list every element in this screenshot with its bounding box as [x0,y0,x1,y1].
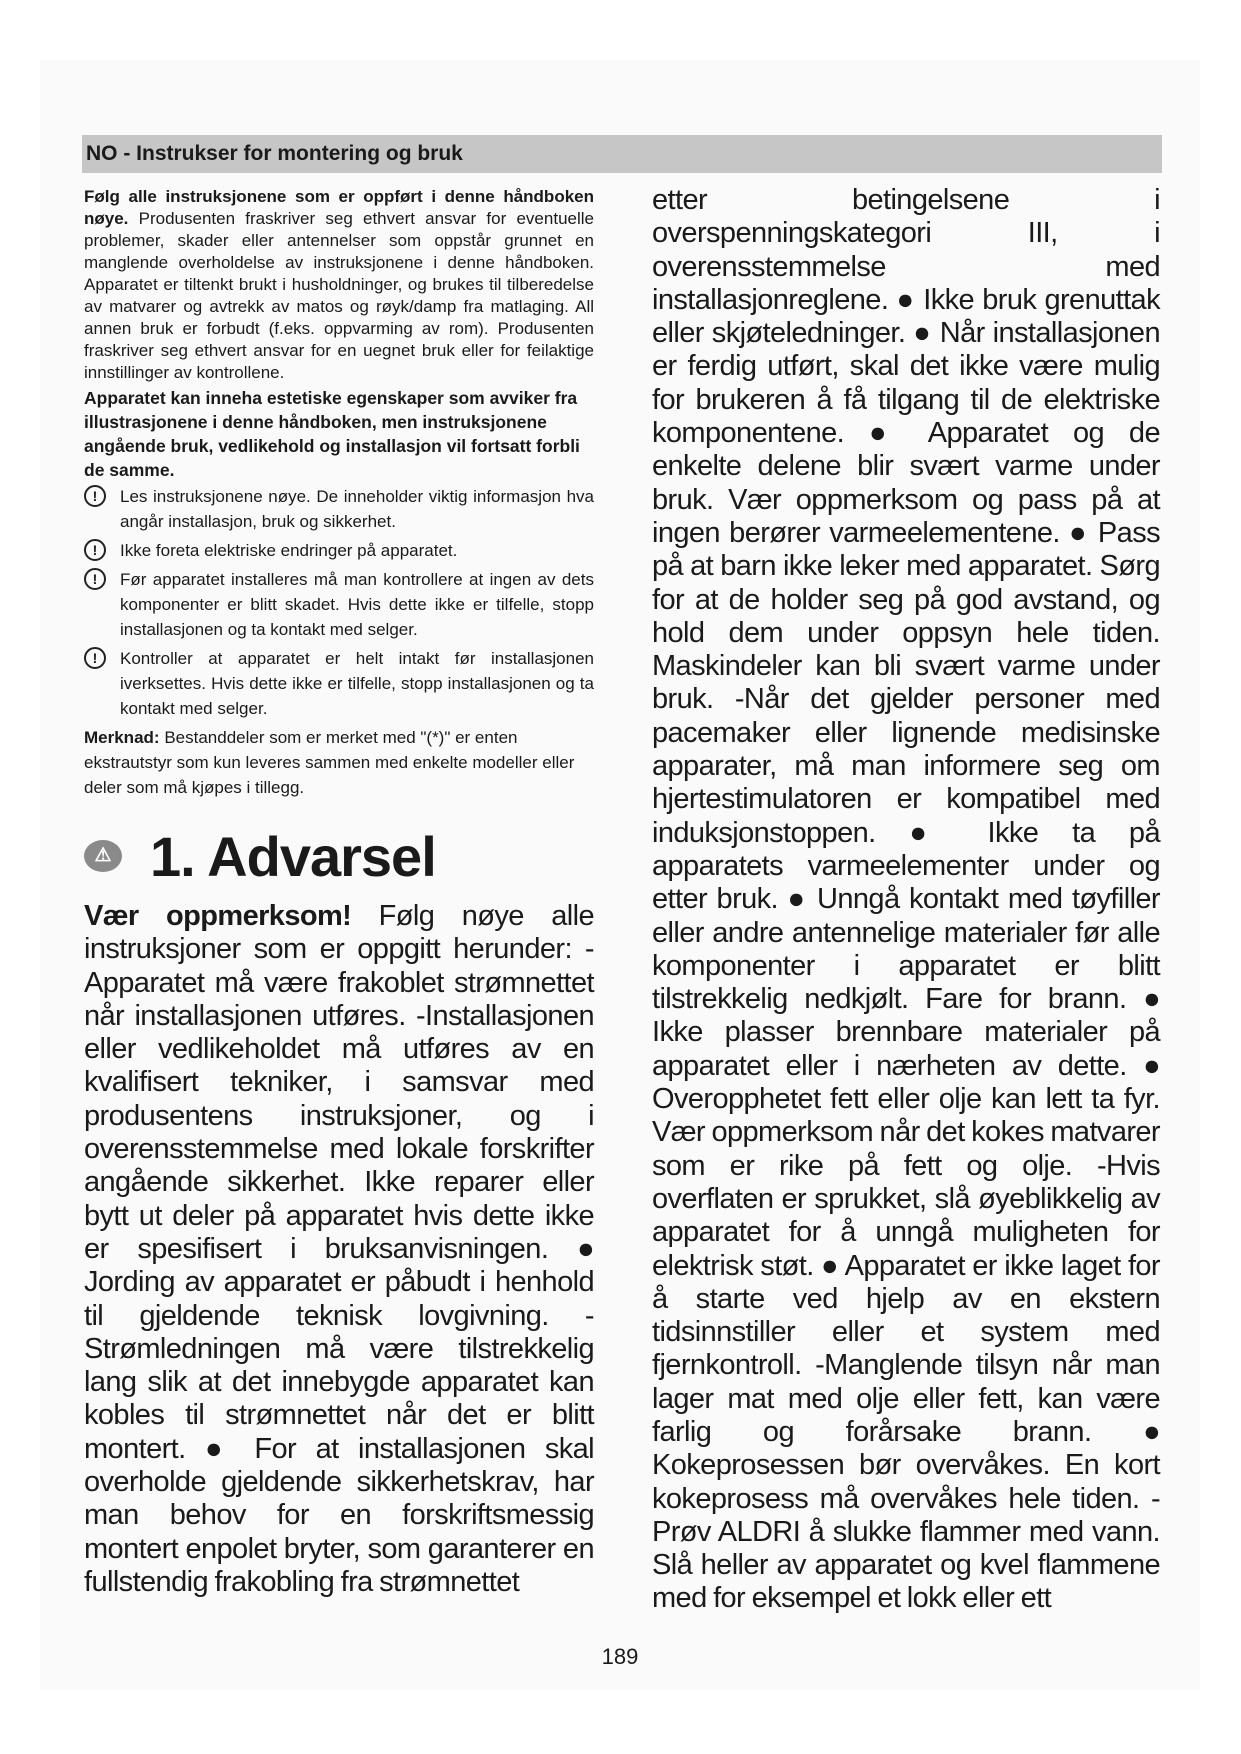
warning-bold-lead: Vær oppmerksom! [84,900,352,932]
intro-text: Produsenten fraskriver seg ethvert ansvar for eventuelle problemer, skader eller antennelser som oppstår grunnet en manglende overholdelse av instruksjonene i denne håndboken. Apparatet er tiltenkt brukt i husholdninger, og brukes til tilberedelse av matvarer og avtrekk av matos og røyk/damp fra matlaging. All annen bruk er forbudt (f.eks. oppvarming av rom). Produsenten fraskriver seg ethvert ansvar for en uegnet bruk eller for feilaktige innstillinger av kontrollene. [84,209,594,382]
warning-triangle-icon: ⚠ [84,840,122,872]
exclamation-circle-icon: ! [84,568,106,590]
page-number: 189 [601,1644,639,1669]
section-heading [84,822,594,892]
note-item [84,567,594,642]
note-item [84,538,594,563]
intro-paragraph [84,186,594,384]
note-text: Før apparatet installeres må man kontrollere at ingen av dets komponenter er blitt skadet. Hvis dette ikke er tilfelle, stopp installasjonen og ta kontakt med selger. [120,570,594,639]
note-text: Ikke foreta elektriske endringer på apparatet. [120,541,458,560]
right-column [652,184,1160,1616]
merknad-text: Bestanddeler som er merket med "(*)" er enten ekstrautstyr som kun leveres sammen med enkelte modeller eller deler som må kjøpes i tillegg. [84,728,575,797]
note-text: Les instruksjonene nøye. De inneholder viktig informasjon hva angår installasjon, bruk og sikkerhet. [120,487,594,531]
section-title: 1. Advarsel [150,825,436,888]
warning-text-right: etter betingelsene i overspenningskategori III, i overensstemmelse med installasjonreglene. ● Ikke bruk grenuttak eller skjøteledninger. ● Når installasjonen er ferdig utført, skal det ikke være mulig for brukeren å få tilgang til de elektriske komponentene. ● Apparatet og de enkelte delene blir svært varme under bruk. Vær oppmerksom og pass på at ingen berører varmeelementene. ● Pass på at barn ikke leker med apparatet. Sørg for at de holder seg på god avstand, og hold dem under oppsyn hele tiden. Maskindeler kan bli svært varme under bruk. -Når det gjelder personer med pacemaker eller lignende medisinske apparater, må man informere seg om hjertestimulatoren er kompatibel med induksjonstoppen. ● Ikke ta på apparatets varmeelementer under og etter bruk. ● Unngå kontakt med tøyfiller eller andre antennelige materialer før alle komponenter i apparatet er blitt tilstrekkelig nedkjølt. Fare for brann. ● Ikke plasser brennbare materialer på apparatet eller i nærheten av dette. ● Overopphetet fett eller olje kan lett ta fyr. Vær oppmerksom når det kokes matvarer som er rike på fett og olje. -Hvis overflaten er sprukket, slå øyeblikkelig av apparatet for å unngå muligheten for elektrisk støt. ● Apparatet er ikke laget for å starte ved hjelp av en ekstern tidsinnstiller eller et system med fjernkontroll. -Manglende tilsyn når man lager mat med olje eller fett, kan være farlig og forårsake brann. ● Kokeprosessen bør overvåkes. En kort kokeprosess må overvåkes hele tiden. -Prøv ALDRI å slukke flammer med vann. Slå heller av apparatet og kvel flammene med for eksempel et lokk eller ett [652,184,1160,1615]
section-header-bar: NO - Instrukser for montering og bruk [82,135,1162,173]
note-item [84,484,594,534]
exclamation-circle-icon: ! [84,539,106,561]
exclamation-circle-icon: ! [84,485,106,507]
note-item [84,646,594,721]
intro-bold-lead: Følg alle instruksjonene som er oppført i denne håndboken nøye. [84,187,594,228]
warning-text-left [84,900,594,1599]
intro-bold-paragraph: Apparatet kan inneha estetiske egenskaper som avviker fra illustrasjonene i denne håndboken, men instruksjonene angående bruk, vedlikehold og installasjon vil fortsatt forbli de samme. [84,388,580,480]
note-text: Kontroller at apparatet er helt intakt før installasjonen iverksettes. Hvis dette ikke er tilfelle, stopp installasjonen og ta kontakt med selger. [120,649,594,718]
warning-body-left: Følg nøye alle instruksjoner som er oppgitt herunder: -Apparatet må være frakoblet strømnettet når installasjonen utføres. -Installasjonen eller vedlikeholdet må utføres av en kvalifisert tekniker, i samsvar med produsentens instruksjoner, og i overensstemmelse med lokale forskrifter angående sikkerhet. Ikke reparer eller bytt ut deler på apparatet hvis dette ikke er spesifisert i bruksanvisningen. ● Jording av apparatet er påbudt i henhold til gjeldende teknisk lovgivning. -Strømledningen må være tilstrekkelig lang slik at det innebygde apparatet kan kobles til strømnettet når det er blitt montert. ● For at installasjonen skal overholde gjeldende sikkerhetskrav, har man behov for en forskriftsmessig montert enpolet bryter, som garanterer en fullstendig frakobling fra strømnettet [84,900,594,1598]
merknad-note [84,725,594,800]
exclamation-circle-icon: ! [84,647,106,669]
merknad-label: Merknad: [84,728,160,747]
left-column [84,186,594,1599]
